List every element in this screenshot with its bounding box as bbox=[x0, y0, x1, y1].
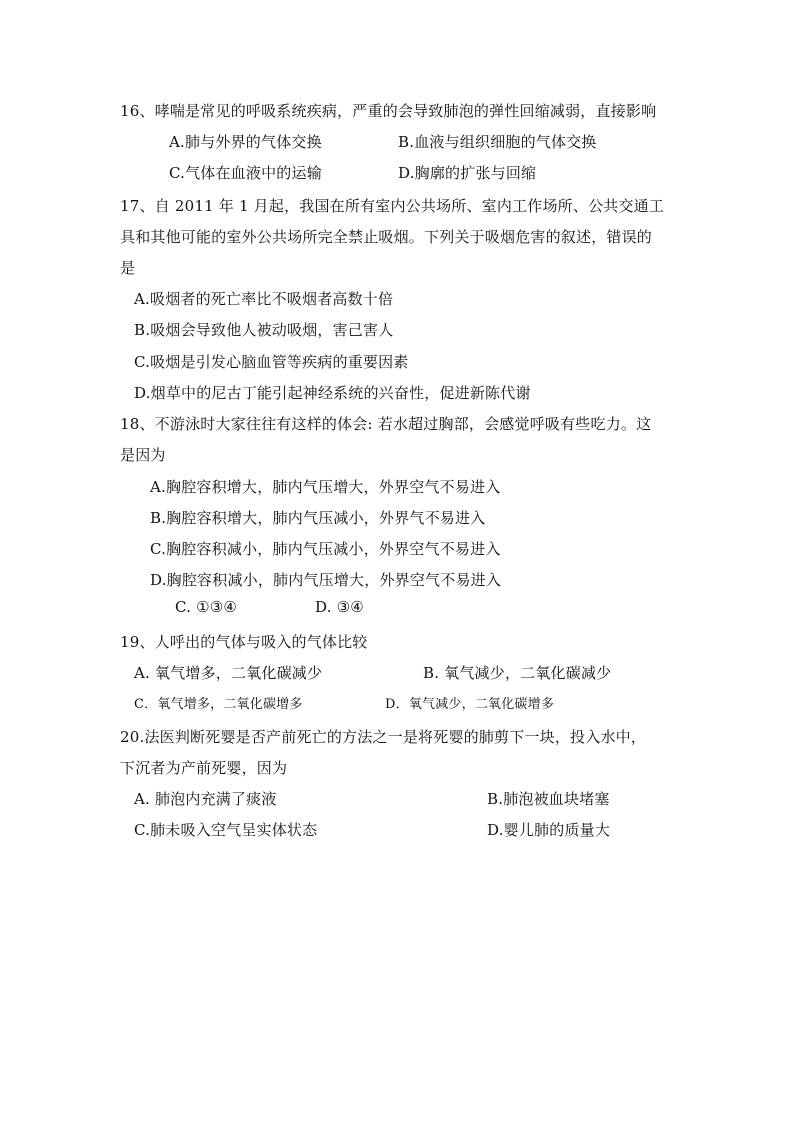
q17-option-a: A.吸烟者的死亡率比不吸烟者高数十倍 bbox=[134, 290, 394, 308]
q20-stem-line1: 20.法医判断死婴是否产前死亡的方法之一是将死婴的肺剪下一块，投入水中， bbox=[120, 728, 647, 746]
q20-option-c: C.肺未吸入空气呈实体状态 bbox=[134, 821, 318, 839]
q20-stem-line2: 下沉者为产前死婴，因为 bbox=[120, 759, 288, 777]
q18-extra-option-d: D. ③④ bbox=[315, 598, 364, 616]
q18-option-a: A.胸腔容积增大，肺内气压增大，外界空气不易进入 bbox=[150, 478, 501, 496]
q19-stem: 19、人呼出的气体与吸入的气体比较 bbox=[120, 633, 368, 651]
q16-option-d: D.胸廓的扩张与回缩 bbox=[398, 164, 537, 182]
q16-stem: 16、哮喘是常见的呼吸系统疾病，严重的会导致肺泡的弹性回缩减弱，直接影响 bbox=[120, 102, 657, 120]
q18-option-d: D.胸腔容积减小，肺内气压增大，外界空气不易进入 bbox=[150, 571, 502, 589]
q20-option-a: A. 肺泡内充满了痰液 bbox=[134, 790, 277, 808]
q20-option-b: B.肺泡被血块堵塞 bbox=[487, 790, 610, 808]
q17-stem-line2: 具和其他可能的室外公共场所完全禁止吸烟。下列关于吸烟危害的叙述，错误的 bbox=[120, 228, 653, 246]
q17-option-c: C.吸烟是引发心脑血管等疾病的重要因素 bbox=[134, 353, 409, 371]
q19-option-d: D．氧气减少，二氧化碳增多 bbox=[385, 697, 555, 712]
q17-option-b: B.吸烟会导致他人被动吸烟，害己害人 bbox=[134, 321, 394, 339]
q18-option-c: C.胸腔容积减小，肺内气压减小，外界空气不易进入 bbox=[150, 540, 501, 558]
q18-extra-option-c: C. ①③④ bbox=[175, 598, 238, 616]
q19-option-b: B. 氧气减少，二氧化碳减少 bbox=[423, 664, 612, 682]
q17-stem-line1: 17、自 2011 年 1 月起，我国在所有室内公共场所、室内工作场所、公共交通工 bbox=[120, 197, 665, 215]
q16-option-c: C.气体在血液中的运输 bbox=[169, 164, 322, 182]
q17-stem-line3: 是 bbox=[120, 259, 136, 277]
q19-option-a: A. 氧气增多，二氧化碳减少 bbox=[134, 664, 323, 682]
q19-option-c: C．氧气增多，二氧化碳增多 bbox=[134, 697, 303, 712]
q18-option-b: B.胸腔容积增大，肺内气压减小，外界气不易进入 bbox=[150, 509, 486, 527]
q16-option-b: B.血液与组织细胞的气体交换 bbox=[398, 133, 597, 151]
q16-option-a: A.肺与外界的气体交换 bbox=[169, 133, 322, 151]
q18-stem-line1: 18、不游泳时大家往往有这样的体会: 若水超过胸部，会感觉呼吸有些吃力。这 bbox=[120, 415, 652, 433]
q18-stem-line2: 是因为 bbox=[120, 446, 166, 464]
q20-option-d: D.婴儿肺的质量大 bbox=[487, 821, 611, 839]
q17-option-d: D.烟草中的尼古丁能引起神经系统的兴奋性，促进新陈代谢 bbox=[134, 384, 531, 402]
